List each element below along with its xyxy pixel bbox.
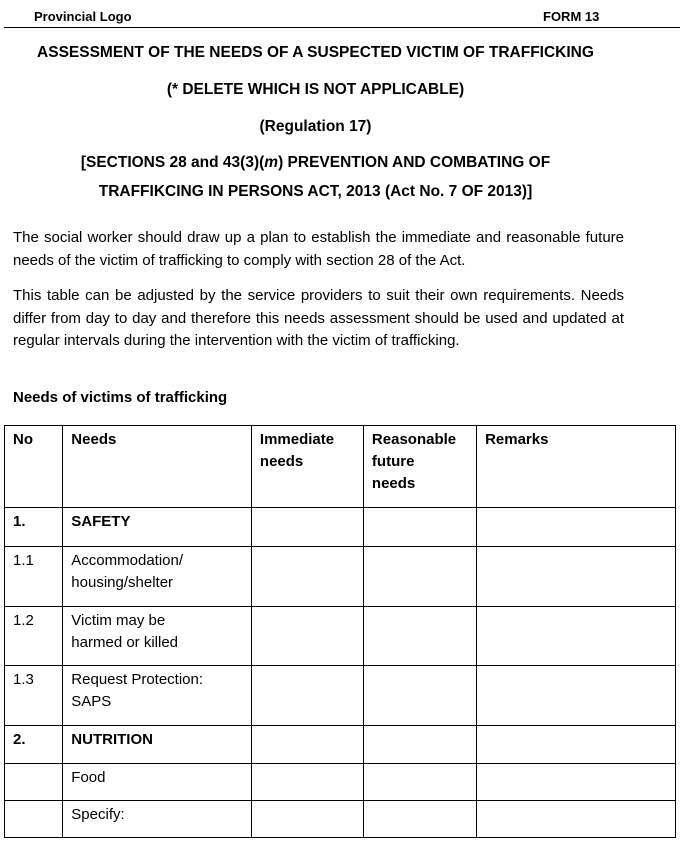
sections-text-a: [SECTIONS 28 and 43(3)( [80,154,265,171]
reasonable-future-needs-cell[interactable] [363,607,476,666]
row-need-line: SAFETY [71,513,131,530]
immediate-needs-cell[interactable] [251,764,363,801]
column-header-reasonable-future-needs [363,426,476,508]
needs-table [4,425,676,838]
reasonable-future-needs-cell[interactable] [363,801,476,838]
sections-text-b: ) PREVENTION AND COMBATING OF [278,154,551,171]
row-need [63,801,252,838]
row-need-line: Accommodation/ [71,552,184,569]
row-need [63,666,252,726]
reasonable-future-needs-cell[interactable] [363,666,476,726]
header-immediate-text: Immediate [259,431,335,448]
row-need-line: harmed or killed [71,634,179,651]
table-header-row [5,426,676,508]
remarks-cell[interactable] [477,508,676,547]
row-number [5,801,63,838]
reasonable-future-needs-cell[interactable] [363,508,476,547]
remarks-cell[interactable] [477,547,676,607]
row-need-line: NUTRITION [71,731,153,748]
section-heading: Needs of victims of trafficking [13,389,228,406]
row-number [5,764,63,801]
remarks-cell[interactable] [477,666,676,726]
table-row [5,666,676,726]
immediate-needs-cell[interactable] [251,508,363,547]
immediate-needs-cell[interactable] [251,547,363,607]
instruction-paragraph-2: This table can be adjusted by the service providers to suit their own requirements. Needs differ from day to day and therefore this needs assessment should be used and updated at regular intervals during the intervention with the victim of trafficking. [13,287,624,349]
column-header-immediate-needs [251,426,363,508]
row-need-line: Request Protection: [71,671,204,688]
row-number: 1. [5,508,63,547]
row-number: 2. [5,726,63,764]
reasonable-future-needs-cell[interactable] [363,726,476,764]
column-header-needs [63,426,252,508]
row-need [63,726,252,764]
sections-reference-line2: TRAFFIKCING IN PERSONS ACT, 2013 (Act No. 7 OF 2013)] [98,183,533,200]
row-need [63,547,252,607]
row-need-line: Specify: [71,806,125,823]
table-row [5,764,676,801]
immediate-needs-cell[interactable] [251,666,363,726]
remarks-cell[interactable] [477,607,676,666]
provincial-logo-text: Provincial Logo [34,9,132,24]
header-reasonable-text: needs [371,475,416,492]
table-row [5,547,676,607]
row-number: 1.1 [5,547,63,607]
row-need-line: Victim may be [71,612,166,629]
immediate-needs-cell[interactable] [251,801,363,838]
instruction-paragraph-1: The social worker should draw up a plan to establish the immediate and reasonable future needs of the victim of trafficking to comply with section 28 of the Act. [13,229,624,269]
remarks-cell[interactable] [477,726,676,764]
header-divider [4,27,680,28]
regulation-reference: (Regulation 17) [259,118,372,135]
column-header-remarks [477,426,676,508]
row-need-line: Food [71,769,106,786]
row-number: 1.3 [5,666,63,726]
row-need-line: housing/shelter [71,574,174,591]
table-row [5,801,676,838]
row-need [63,607,252,666]
header-immediate-text: needs [259,453,304,470]
form-label: FORM 13 [543,9,600,24]
table-row [5,607,676,666]
sections-reference-line1 [0,154,631,172]
row-need [63,508,252,547]
column-header-no [5,426,63,508]
header-no-text: No [13,431,33,448]
immediate-needs-cell[interactable] [251,726,363,764]
reasonable-future-needs-cell[interactable] [363,764,476,801]
document-title: ASSESSMENT OF THE NEEDS OF A SUSPECTED VICTIM OF TRAFFICKING [37,44,594,61]
table-row [5,726,676,764]
header-reasonable-text: Reasonable [371,431,457,448]
row-number: 1.2 [5,607,63,666]
delete-note: (* DELETE WHICH IS NOT APPLICABLE) [166,81,465,98]
reasonable-future-needs-cell[interactable] [363,547,476,607]
remarks-cell[interactable] [477,764,676,801]
header-reasonable-text: future [371,453,415,470]
sections-text-m: m [264,154,279,171]
page-header [34,9,689,25]
row-need [63,764,252,801]
table-row [5,508,676,547]
header-remarks-text: Remarks [485,431,549,448]
immediate-needs-cell[interactable] [251,607,363,666]
row-need-line: SAPS [71,693,112,710]
remarks-cell[interactable] [477,801,676,838]
header-needs-text: Needs [71,431,117,448]
